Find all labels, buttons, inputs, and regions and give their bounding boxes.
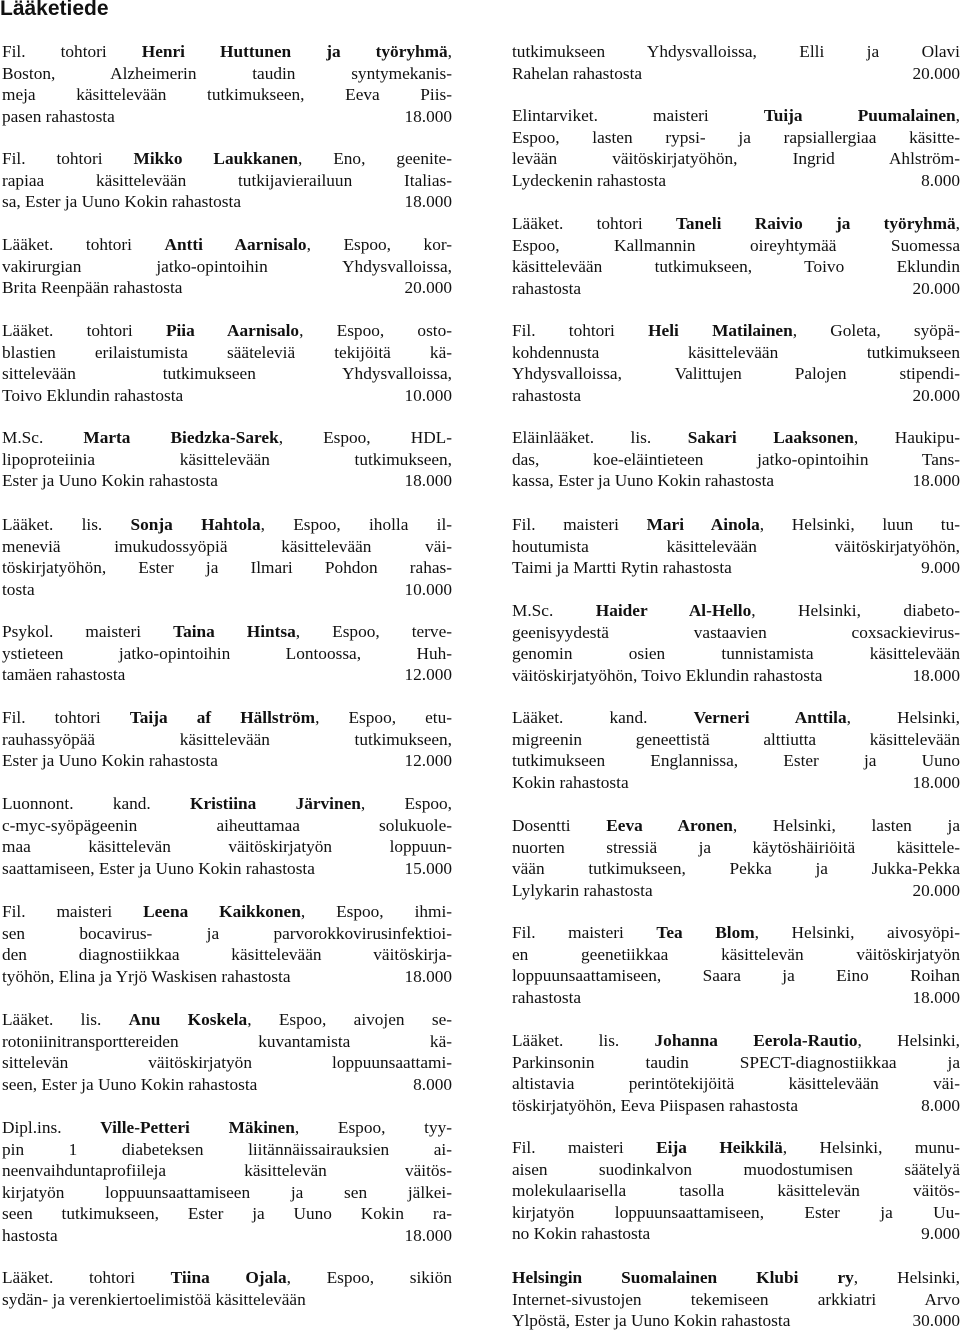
grant-amount: 8.000 xyxy=(413,1074,452,1094)
entry-line-text: molekulaarisella tasolla käsittelevän väitös- xyxy=(512,1181,960,1201)
entry-line xyxy=(512,837,960,859)
recipient-name: Mari Ainola xyxy=(646,515,760,534)
entry-line-text: Lääket. lis. Johanna Eerola-Rautio, Helsinki, xyxy=(512,1031,960,1050)
entry-line-text: kirjatyön loppuunsaattamiseen, Ester ja Uu- xyxy=(512,1202,960,1222)
entry-line-text: rahastosta xyxy=(512,278,582,298)
entry-line xyxy=(512,278,960,300)
grant-entry xyxy=(512,213,960,299)
grant-amount: 18.000 xyxy=(404,966,452,986)
grant-entry xyxy=(512,815,960,901)
entry-line-text: maa käsittelevän väitöskirjatyön loppuun- xyxy=(2,837,452,857)
entry-line-text: Rahelan rahastosta xyxy=(512,63,643,83)
entry-line-text: Lääket. tohtori Piia Aarnisalo, Espoo, osto- xyxy=(2,321,452,340)
entry-line-text: Boston, Alzheimerin taudin syntymekanis- xyxy=(2,63,452,83)
entry-line xyxy=(512,1030,960,1052)
entry-line xyxy=(512,41,960,63)
entry-line xyxy=(2,536,452,558)
entry-line xyxy=(2,170,452,192)
entry-line xyxy=(2,191,452,213)
entry-line-text: Fil. maisteri Eija Heikkilä, Helsinki, munu- xyxy=(512,1138,960,1157)
entry-line-text: Espoo, lasten rypsi- ja rapsiallergiaa käsitte- xyxy=(512,127,960,147)
entry-line xyxy=(2,901,452,923)
entry-line-text: geenisyydestä vastaavien coxsackievirus- xyxy=(512,622,960,642)
entry-line-text: Lääket. tohtori Taneli Raivio ja työryhmä, xyxy=(512,214,960,233)
entry-line-text: loppuunsaattamiseen, Saara ja Eino Roihan xyxy=(512,966,960,986)
entry-line-text: Espoo, Kallmannin oireyhtymää Suomessa xyxy=(512,235,960,255)
entry-line xyxy=(512,665,960,687)
entry-line-text: vään tutkimukseen, Pekka ja Jukka-Pekka xyxy=(512,859,960,879)
entry-line-text: ystieteen jatko-opintoihin Lontoossa, Huh- xyxy=(2,643,452,663)
entry-line xyxy=(512,342,960,364)
grant-amount: 12.000 xyxy=(404,751,452,771)
entry-line xyxy=(2,449,452,471)
entry-line-text: kohdennusta käsittelevään tutkimukseen xyxy=(512,342,960,362)
grant-amount: 30.000 xyxy=(912,1311,960,1331)
entry-line-text: Lääket. kand. Verneri Anttila, Helsinki, xyxy=(512,708,960,727)
entry-line-text: Lydeckenin rahastosta xyxy=(512,170,667,190)
page-heading: Lääketiede xyxy=(0,0,109,20)
entry-line xyxy=(512,1159,960,1181)
entry-line-text: nuorten stressiä ja käytöshäiriöitä käsittele- xyxy=(512,837,960,857)
grant-amount: 20.000 xyxy=(404,278,452,298)
entry-line-text: en geenetiikkaa käsittelevän väitöskirjatyön xyxy=(512,944,960,964)
recipient-name: Kristiina Järvinen xyxy=(190,794,361,813)
entry-line xyxy=(2,1182,452,1204)
recipient-name: Johanna Eerola-Rautio xyxy=(654,1031,858,1050)
grant-amount: 9.000 xyxy=(921,1224,960,1244)
grant-entry xyxy=(2,514,452,600)
entry-line xyxy=(2,63,452,85)
entry-line-text: Lääket. tohtori Antti Aarnisalo, Espoo, kor- xyxy=(2,235,452,254)
entry-line-text: Internet-sivustojen tekemiseen arkkiatri Arvo xyxy=(512,1289,960,1309)
grant-entry xyxy=(2,148,452,213)
entry-line xyxy=(2,1267,452,1289)
entry-line-text: vakirurgian jatko-opintoihin Yhdysvalloissa, xyxy=(2,256,452,276)
entry-line-text: Fil. tohtori Heli Matilainen, Goleta, syöpä- xyxy=(512,321,960,340)
entry-line-text: levään väitöskirjatyöhön, Ingrid Ahlström- xyxy=(512,149,960,169)
grant-amount: 20.000 xyxy=(912,278,960,298)
entry-line xyxy=(512,1267,960,1289)
recipient-name: Piia Aarnisalo xyxy=(165,321,300,340)
entry-line-text: Eläinlääket. lis. Sakari Laaksonen, Haukipu- xyxy=(512,428,960,447)
entry-line-text: Ester ja Uuno Kokin rahastosta xyxy=(2,471,218,491)
entry-line xyxy=(512,1180,960,1202)
entry-line-text: no Kokin rahastosta xyxy=(512,1224,651,1244)
grant-entry xyxy=(2,707,452,772)
entry-line-text: migreenin geneettistä alttiutta käsittelevään xyxy=(512,729,960,749)
grant-amount: 20.000 xyxy=(912,63,960,83)
entry-line-text: Toivo Eklundin rahastosta xyxy=(2,385,184,405)
entry-line-text: c-myc-syöpägeenin aiheuttamaa solukuole- xyxy=(2,815,452,835)
entry-line xyxy=(2,966,452,988)
grant-amount: 20.000 xyxy=(912,880,960,900)
entry-line xyxy=(512,1289,960,1311)
recipient-name: Taina Hintsa xyxy=(173,622,296,641)
recipient-name: Antti Aarnisalo xyxy=(164,235,307,254)
entry-line-text: pin 1 diabeteksen liitännäissairauksien ai- xyxy=(2,1139,452,1159)
recipient-name: Heli Matilainen xyxy=(648,321,793,340)
entry-line xyxy=(2,363,452,385)
entry-line xyxy=(512,385,960,407)
grant-entry xyxy=(512,600,960,686)
entry-line-text: M.Sc. Marta Biedzka-Sarek, Espoo, HDL- xyxy=(2,428,452,447)
entry-line xyxy=(512,536,960,558)
entry-line-text: hastosta xyxy=(2,1225,58,1245)
grant-amount: 18.000 xyxy=(404,192,452,212)
entry-line-text: kirjatyön loppuunsaattamiseen ja sen jälkei- xyxy=(2,1182,452,1202)
recipient-name: Leena Kaikkonen xyxy=(143,902,301,921)
entry-line xyxy=(2,858,452,880)
entry-line xyxy=(2,1289,452,1311)
entry-line-text: Dosentti Eeva Aronen, Helsinki, lasten ja xyxy=(512,816,960,835)
entry-line xyxy=(2,793,452,815)
entry-line xyxy=(2,815,452,837)
recipient-name: Eija Heikkilä xyxy=(656,1138,783,1157)
grant-amount: 10.000 xyxy=(404,385,452,405)
entry-line-text: Fil. tohtori Henri Huttunen ja työryhmä, xyxy=(2,42,452,61)
entry-line xyxy=(512,707,960,729)
entry-line xyxy=(512,105,960,127)
grant-entry xyxy=(2,234,452,299)
entry-line xyxy=(512,772,960,794)
entry-line-text: töskirjatyöhön, Ester ja Ilmari Pohdon rahas- xyxy=(2,558,452,578)
grant-entry xyxy=(2,901,452,987)
entry-line xyxy=(512,922,960,944)
recipient-name: Marta Biedzka-Sarek xyxy=(83,428,279,447)
grant-amount: 9.000 xyxy=(921,558,960,578)
entry-line-text: sittelevään tutkimukseen Yhdysvalloissa, xyxy=(2,364,452,384)
entry-line-text: Elintarviket. maisteri Tuija Puumalainen, xyxy=(512,106,960,125)
entry-line-text: meneviä imukudossyöpiä käsittelevään väi- xyxy=(2,536,452,556)
entry-line xyxy=(512,449,960,471)
entry-line xyxy=(2,470,452,492)
entry-line-text: seen tutkimukseen, Ester ja Uuno Kokin ra- xyxy=(2,1204,452,1224)
entry-line xyxy=(512,514,960,536)
entry-line-text: M.Sc. Haider Al-Hello, Helsinki, diabeto- xyxy=(512,601,960,620)
entry-line xyxy=(512,470,960,492)
entry-line xyxy=(512,1202,960,1224)
grant-amount: 18.000 xyxy=(912,987,960,1007)
entry-line xyxy=(2,320,452,342)
grant-entry xyxy=(2,41,452,127)
entry-line xyxy=(512,643,960,665)
entry-line xyxy=(512,1073,960,1095)
entry-line-text: neenvaihduntaprofiileja käsittelevän väitös- xyxy=(2,1161,452,1181)
grant-amount: 20.000 xyxy=(912,385,960,405)
entry-line-text: pasen rahastosta xyxy=(2,106,115,126)
entry-line-text: genomin osien tunnistamista käsittelevään xyxy=(512,644,960,664)
grant-amount: 12.000 xyxy=(404,665,452,685)
entry-line-text: rahastosta xyxy=(512,385,582,405)
entry-line xyxy=(2,750,452,772)
entry-line xyxy=(512,235,960,257)
entry-line-text: Lääket. lis. Sonja Hahtola, Espoo, iholla il- xyxy=(2,515,452,534)
entry-line-text: houtumista käsittelevään väitöskirjatyöhön, xyxy=(512,536,960,556)
entry-line-text: Brita Reenpään rahastosta xyxy=(2,278,183,298)
entry-line xyxy=(2,148,452,170)
entry-line xyxy=(2,385,452,407)
entry-line-text: seen, Ester ja Uuno Kokin rahastosta xyxy=(2,1074,258,1094)
entry-line xyxy=(2,1074,452,1096)
entry-line xyxy=(512,148,960,170)
entry-line xyxy=(2,277,452,299)
entry-line-text: sa, Ester ja Uuno Kokin rahastosta xyxy=(2,192,242,212)
entry-line-text: Yhdysvalloissa, Valittujen Palojen stipendi- xyxy=(512,364,960,384)
entry-line xyxy=(2,514,452,536)
entry-line xyxy=(2,1117,452,1139)
entry-line xyxy=(2,1009,452,1031)
entry-line-text: rotoniinitransporttereiden kuvantamista kä- xyxy=(2,1031,452,1051)
entry-line-text: Kokin rahastosta xyxy=(512,772,629,792)
entry-line-text: Lääket. lis. Anu Koskela, Espoo, aivojen se- xyxy=(2,1010,452,1029)
entry-line xyxy=(2,1052,452,1074)
entry-line xyxy=(512,880,960,902)
entry-line-text: blastien erilaistumista sääteleviä tekijöitä kä- xyxy=(2,342,452,362)
entry-line xyxy=(2,836,452,858)
recipient-name: Haider Al-Hello xyxy=(595,601,752,620)
entry-line-text: Psykol. maisteri Taina Hintsa, Espoo, terve- xyxy=(2,622,452,641)
grant-entry xyxy=(2,427,452,492)
entry-line xyxy=(2,1160,452,1182)
recipient-name: Tea Blom xyxy=(656,923,755,942)
entry-line xyxy=(2,621,452,643)
recipient-name: Mikko Laukkanen xyxy=(133,149,298,168)
entry-line-text: rauhassyöpää käsittelevään tutkimukseen, xyxy=(2,729,452,749)
entry-line xyxy=(512,1052,960,1074)
entry-line xyxy=(2,643,452,665)
entry-line xyxy=(2,729,452,751)
grant-amount: 18.000 xyxy=(404,106,452,126)
entry-line xyxy=(2,106,452,128)
grant-entry xyxy=(512,41,960,84)
entry-line xyxy=(2,579,452,601)
entry-line-text: Luonnont. kand. Kristiina Järvinen, Espoo, xyxy=(2,794,452,813)
entry-line xyxy=(512,320,960,342)
grant-amount: 15.000 xyxy=(404,858,452,878)
entry-line-text: sydän- ja verenkiertoelimistöä käsittelevään xyxy=(2,1289,306,1309)
entry-line-text: tutkimukseen Yhdysvalloissa, Elli ja Olavi xyxy=(512,42,960,61)
entry-line-text: työhön, Elina ja Yrjö Waskisen rahastosta xyxy=(2,966,291,986)
entry-line xyxy=(512,600,960,622)
entry-line-text: tosta xyxy=(2,579,35,599)
entry-line-text: den diagnostiikkaa käsittelevään väitöskirja- xyxy=(2,945,452,965)
entry-line xyxy=(2,256,452,278)
entry-line xyxy=(512,1310,960,1332)
entry-line-text: käsittelevään tutkimukseen, Toivo Eklundin xyxy=(512,257,960,277)
entry-line xyxy=(2,557,452,579)
recipient-name: Ville-Petteri Mäkinen xyxy=(100,1118,295,1137)
grant-entry xyxy=(512,1267,960,1332)
grant-entry xyxy=(512,707,960,793)
entry-line xyxy=(512,170,960,192)
entry-line-text: altistavia perintötekijöitä käsittelevään väi- xyxy=(512,1074,960,1094)
entry-line-text: saattamiseen, Ester ja Uuno Kokin rahastosta xyxy=(2,858,315,878)
entry-line xyxy=(512,622,960,644)
entry-line xyxy=(512,1223,960,1245)
grant-entry xyxy=(2,1117,452,1247)
grant-entry xyxy=(512,514,960,579)
recipient-name: Taneli Raivio ja työryhmä xyxy=(675,214,956,233)
entry-line-text: Fil. tohtori Taija af Hällström, Espoo, etu- xyxy=(2,708,452,727)
grant-entry xyxy=(2,320,452,406)
grant-amount: 8.000 xyxy=(921,1095,960,1115)
entry-line-text: Ester ja Uuno Kokin rahastosta xyxy=(2,751,218,771)
entry-line-text: lipoproteiinia käsittelevään tutkimukseen, xyxy=(2,449,452,469)
entry-line xyxy=(2,41,452,63)
entry-line-text: Lylykarin rahastosta xyxy=(512,880,653,900)
entry-line-text: das, koe-eläintieteen jatko-opintoihin Tans- xyxy=(512,449,960,469)
grant-entry xyxy=(2,1267,452,1310)
entry-line xyxy=(2,707,452,729)
entry-line-text: rapiaa käsittelevään tutkijavierailuun Italias- xyxy=(2,170,452,190)
entry-line xyxy=(512,557,960,579)
entry-line xyxy=(512,1137,960,1159)
entry-line xyxy=(512,1095,960,1117)
entry-line-text: Parkinsonin taudin SPECT-diagnostiikkaa ja xyxy=(512,1052,960,1072)
grant-entry xyxy=(2,793,452,879)
entry-line-text: tamäen rahastosta xyxy=(2,665,126,685)
entry-line-text: sen bocavirus- ja parvorokkovirusinfektioi- xyxy=(2,923,452,943)
entry-line-text: Helsingin Suomalainen Klubi ry, Helsinki, xyxy=(512,1268,960,1287)
entry-line xyxy=(512,213,960,235)
recipient-name: Henri Huttunen ja työryhmä xyxy=(141,42,448,61)
grant-entry xyxy=(512,1137,960,1245)
entry-line xyxy=(2,427,452,449)
entry-line-text: töskirjatyöhön, Eeva Piispasen rahastosta xyxy=(512,1095,799,1115)
grant-entry xyxy=(2,1009,452,1095)
grant-entry xyxy=(512,105,960,191)
recipient-name: Verneri Anttila xyxy=(693,708,847,727)
grant-amount: 18.000 xyxy=(912,772,960,792)
entry-line xyxy=(2,944,452,966)
entry-line xyxy=(512,729,960,751)
recipient-name: Sakari Laaksonen xyxy=(687,428,854,447)
recipient-name: Anu Koskela xyxy=(128,1010,248,1029)
entry-line-text: rahastosta xyxy=(512,987,582,1007)
entry-line xyxy=(512,858,960,880)
entry-line xyxy=(512,965,960,987)
entry-line-text: väitöskirjatyöhön, Toivo Eklundin rahastosta xyxy=(512,665,823,685)
entry-line-text: kassa, Ester ja Uuno Kokin rahastosta xyxy=(512,471,775,491)
recipient-name: Tuija Puumalainen xyxy=(763,106,956,125)
recipient-name: Eeva Aronen xyxy=(606,816,733,835)
grant-amount: 18.000 xyxy=(404,1225,452,1245)
recipient-name: Sonja Hahtola xyxy=(130,515,261,534)
entry-line xyxy=(512,363,960,385)
grant-amount: 18.000 xyxy=(404,471,452,491)
entry-line xyxy=(2,923,452,945)
entry-line xyxy=(512,127,960,149)
grant-amount: 8.000 xyxy=(921,170,960,190)
entry-line-text: Fil. maisteri Mari Ainola, Helsinki, luun tu- xyxy=(512,515,960,534)
entry-line-text: tutkimukseen Englannissa, Ester ja Uuno xyxy=(512,751,960,771)
entry-line-text: sittelevän väitöskirjatyön loppuunsaattami- xyxy=(2,1053,452,1073)
entry-line-text: Taimi ja Martti Rytin rahastosta xyxy=(512,558,732,578)
entry-line xyxy=(2,1203,452,1225)
grant-entry xyxy=(512,320,960,406)
entry-line xyxy=(512,427,960,449)
entry-line xyxy=(512,944,960,966)
entry-line-text: aisen suodinkalvon muodostumisen säätelyä xyxy=(512,1159,960,1179)
grant-amount: 10.000 xyxy=(404,579,452,599)
entry-line xyxy=(512,815,960,837)
entry-line xyxy=(2,234,452,256)
entry-line-text: Fil. maisteri Leena Kaikkonen, Espoo, ihmi- xyxy=(2,902,453,921)
entry-line xyxy=(2,1139,452,1161)
entry-line xyxy=(2,1225,452,1247)
grant-entry xyxy=(512,1030,960,1116)
entry-line-text: Ylpöstä, Ester ja Uuno Kokin rahastosta xyxy=(512,1311,791,1331)
entry-line xyxy=(512,750,960,772)
entry-line xyxy=(2,1031,452,1053)
recipient-name: Taija af Hällström xyxy=(129,708,316,727)
entry-line-text: Lääket. tohtori Tiina Ojala, Espoo, sikiön xyxy=(2,1268,453,1287)
recipient-name: Helsingin Suomalainen Klubi ry xyxy=(512,1268,854,1287)
entry-line xyxy=(512,63,960,85)
entry-line xyxy=(2,84,452,106)
grant-amount: 18.000 xyxy=(912,471,960,491)
entry-line xyxy=(2,342,452,364)
entry-line-text: Dipl.ins. Ville-Petteri Mäkinen, Espoo, tyy- xyxy=(2,1118,452,1137)
grant-entry xyxy=(2,621,452,686)
entry-line-text: Fil. maisteri Tea Blom, Helsinki, aivosyöpi- xyxy=(512,923,960,942)
entry-line-text: meja käsittelevään tutkimukseen, Eeva Piis- xyxy=(2,85,452,105)
grant-amount: 18.000 xyxy=(912,665,960,685)
entry-line xyxy=(512,987,960,1009)
grant-entry xyxy=(512,922,960,1008)
entry-line xyxy=(512,256,960,278)
grant-entry xyxy=(512,427,960,492)
recipient-name: Tiina Ojala xyxy=(170,1268,287,1287)
entry-line-text: Fil. tohtori Mikko Laukkanen, Eno, geenite- xyxy=(2,149,452,168)
entry-line xyxy=(2,664,452,686)
